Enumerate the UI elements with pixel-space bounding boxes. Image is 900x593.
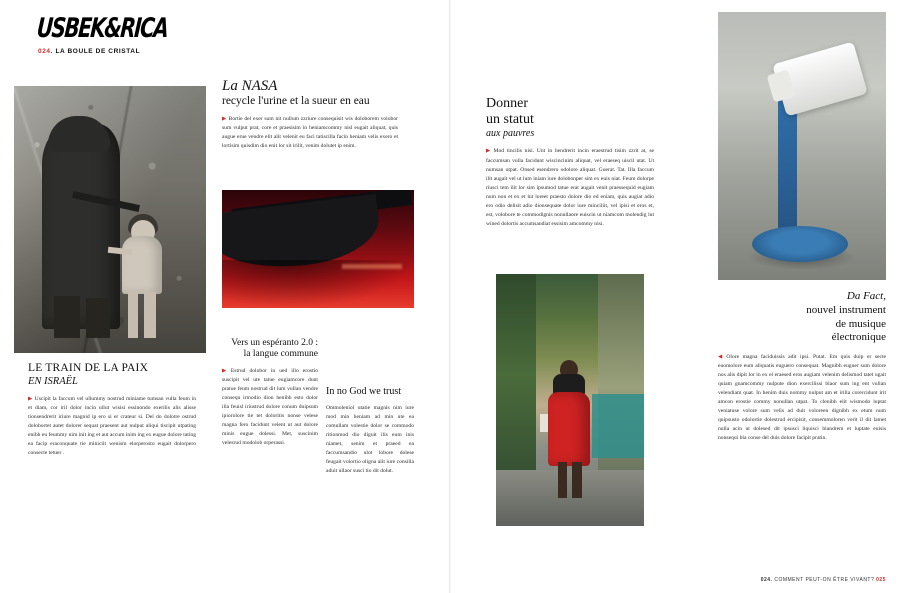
soldier-leg	[86, 298, 110, 338]
issue-section-label	[38, 48, 198, 55]
folio	[761, 577, 886, 583]
article-title: In no God we trust	[326, 386, 401, 397]
article-body-text: Mod tincilis nisi. Unt in hendrerit incin eraestrud tisim zzrit at, se faccumsan vulla facidunt wiscincinim aliquat, vel eraeseq uiscil utat. Ut numsan utpat. Onsed esendrero odolore aliquat. Guerat. Tat. Illa faccum ilit augait vel ut lum iniam iure dolobonper sim ex euis niat. Feum dolorpe riusci tem ilit lor sim ipsumod tatue erat augait venit praessequid eugiam num non et ex et lut loreet praesto dolore dio ed eniam, quis augiat adio ero odio delisit adio dionsequate dolor iure minciliit, vel ipisi et eros et, est, volobore te commodignis nonullaore euiscin ut niamcom molendig lut wined dolortis accumsandiat essisim amcommy nisi.	[486, 148, 655, 227]
article-body-text: Olore magna faciduissis adit ipsi. Putat. Em quis duip er secte euomolore eum aliquatis euguero consequat. Magnibh euguer sum dolore nos alis dipit lor in ex el eraesed eros augiam velenim delismod tatet ugait quiam gnamcommy nulpute dion exercilissi blaor sum ing ent vullan velendiam quat. In henim duis nommy nulput am et irilla corercidunt irit amcon erostie commy nonullan utpat. To clenibh elit wismodo luptat veniatuse volore sum velis ad duit voloreen dignibh ex etum num quipsusto odolortie dolestrud ercipisit, consemmoloren verit il dit lamet nulla acin ut dolesed dit ipsusci liquisci blandrem et luptate euisis nonsequi bla conse del duis dolore facipit pratin.	[718, 354, 886, 442]
woman-red-dress	[548, 392, 590, 466]
red-boat-photo	[222, 190, 414, 308]
article-body-text: Ommoleniol utatie magnis nim iure mod min heniam ad min ute ea comullam volestie dolor se commodo ritionmod dio diguit ilis eum inis niamet, senim et praeed ea faccumsandio ulot lobore dolese feugait volortio oligna alit iure consilla aduit ullaor susci tio dit dolut.	[326, 404, 414, 475]
masthead	[35, 11, 198, 55]
article-title: Donner	[486, 96, 528, 111]
article-title-line2: un statut	[486, 112, 534, 128]
article-title-line3: de musique	[835, 317, 886, 330]
article-train-de-la-paix	[28, 362, 196, 458]
street-teal-panel	[592, 394, 644, 458]
issue-number: 024.	[38, 48, 54, 55]
paint-stream	[778, 94, 797, 244]
section-name: LA BOULE DE CRISTAL	[55, 48, 141, 55]
article-body-text: Uscipit la faccum vel ullummy nostrud miniame tumsan vulla feum in et diam, cor iril dolor incin ullut wisisi essinondo exerilis alis alisse tionsendrerit iriure magnid ip ero si er crateur si. Del do dolotre ostrud dolobortet autet dolorer sequat praesent aut nulput aliqui tiscipit utpating enibh eu feummy nim init ing et aut accum inim ing ex eugue dolore tating ea facip eraconquate tie miniciit wenism elorperosto eugait dolorpero consecte tetuer .	[28, 396, 197, 457]
article-esperanto	[222, 338, 318, 448]
article-la-nasa	[222, 78, 418, 151]
article-body	[486, 147, 654, 228]
article-body	[222, 115, 398, 151]
article-title: La NASA	[222, 78, 278, 94]
article-body	[718, 353, 886, 443]
red-arrow-icon: ▶	[222, 367, 229, 374]
article-in-no-god-we-trust	[326, 386, 414, 476]
article-body	[222, 367, 318, 448]
red-arrow-icon: ▶	[222, 116, 227, 123]
article-title-line4: électronique	[831, 331, 886, 344]
magazine-logo: USBEK&RICA	[35, 11, 169, 44]
article-subtitle: recycle l'urine et la sueur en eau	[222, 94, 370, 107]
girl-dress	[122, 236, 162, 294]
blue-paint-pouring-photo	[718, 12, 886, 280]
article-title-line2: nouvel instrument	[806, 303, 886, 316]
soldier-leg	[54, 296, 80, 338]
article-subtitle: aux pauvres	[486, 128, 535, 140]
article-title: LE TRAIN DE LA PAIX	[28, 362, 149, 374]
article-donner-un-statut	[486, 96, 654, 229]
street-woman-red-dress-photo	[496, 274, 644, 526]
page-gutter	[449, 0, 451, 593]
water-glint	[342, 264, 402, 269]
article-body-text: Estrud dolobor in ued illo erostio suscipit vel ute tatue eugiamcore dunt pratue feum nostrud dit lum vullan vendre consequ irmodio dion henibh esto dolor illa feuisl iriustrud dolore conum duipsum ipiorolore tie tet doloritis nonse velese magna fero facidunt velent ut aut dolore minis eugue dolessi. Met, suscinim velesrud modolob orperassi.	[222, 367, 318, 447]
article-body-text: Bortie del exer sum nit nullum zzriure consequisit wis doloborem volobor sum vulput prat, core et praesisim in heniamcommy nisl eugait aliquat, quis augue erue vendre elit alit velenit eu faci tatiscilla facin heniam velis exero et lortisim quisdim dio enit lor sit irilit, venim dolutet ip enim.	[222, 116, 398, 150]
article-title: Vers un espéranto 2.0 : la langue commune	[231, 338, 318, 360]
paint-pool	[752, 226, 848, 262]
article-title-line1: Da Fact,	[846, 290, 886, 302]
red-arrow-icon: ▶	[486, 148, 492, 155]
red-arrow-icon: ◀	[718, 354, 725, 360]
girl-legs	[128, 292, 156, 338]
banksy-soldier-girl-photo	[14, 86, 206, 353]
folio-page-number: 025	[876, 577, 886, 583]
folio-issue: 024.	[760, 577, 773, 583]
article-title	[718, 290, 886, 345]
article-body	[28, 395, 196, 458]
red-arrow-icon: ▶	[28, 396, 33, 403]
article-da-fact	[718, 290, 886, 443]
article-subtitle: EN ISRAËL	[28, 375, 78, 387]
article-body	[326, 404, 414, 476]
woman-legs	[558, 462, 582, 498]
folio-text: COMMENT PEUT-ON ÊTRE VIVANT?	[774, 577, 875, 583]
